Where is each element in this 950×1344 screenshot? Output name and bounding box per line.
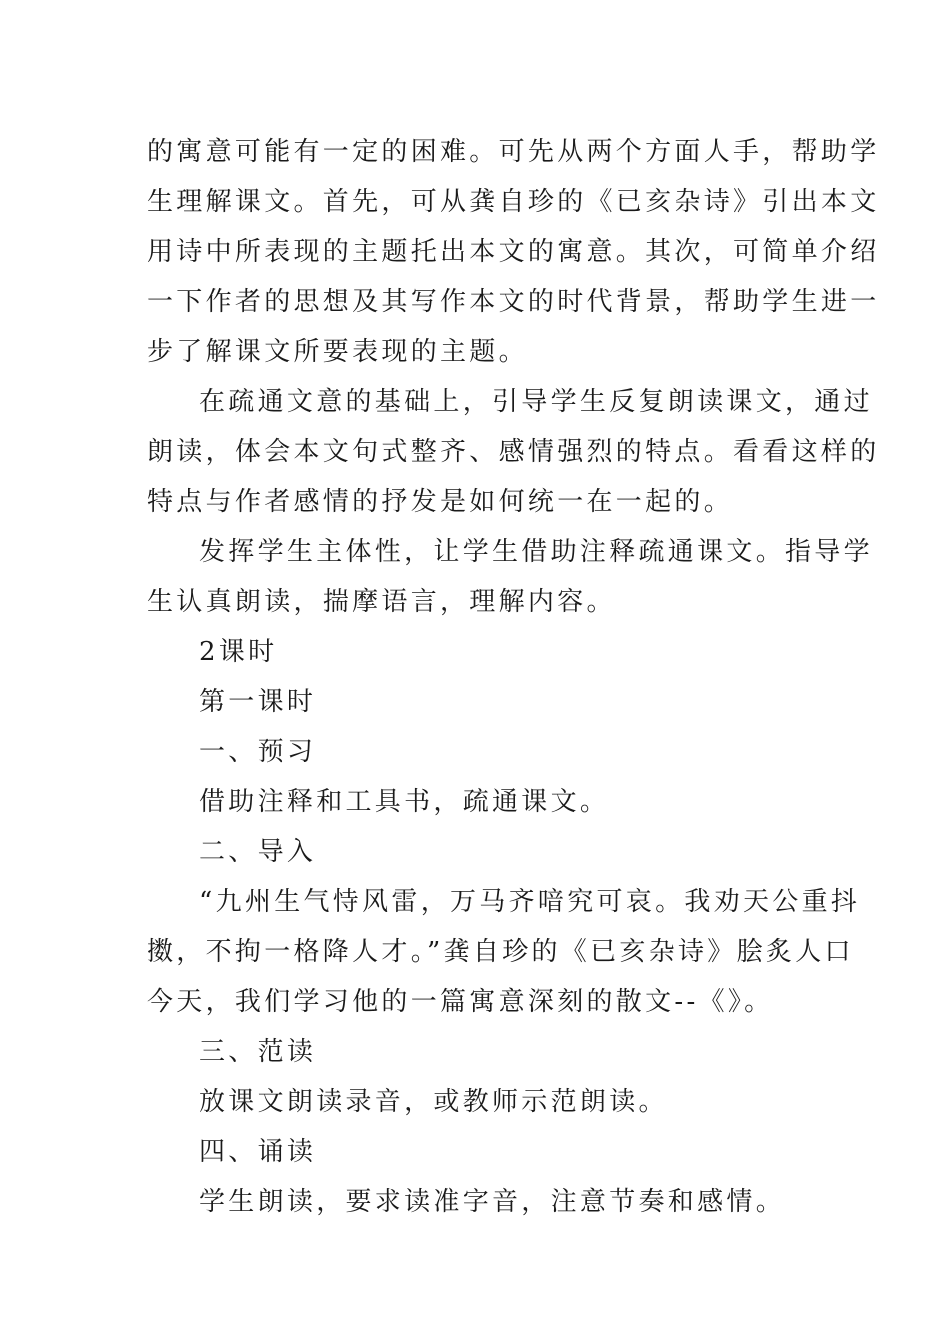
document-page (147, 127, 880, 1227)
text-line: 今天，我们学习他的一篇寓意深刻的散文--《》。 (147, 987, 774, 1017)
paragraph-intro (147, 127, 880, 377)
step-heading: 一、预习 (199, 737, 317, 767)
step-text: 学生朗读，要求读准字音，注意节奏和感情。 (199, 1187, 786, 1217)
text-line: 生理解课文。首先，可从龚自珍的《已亥杂诗》引出本文 (147, 187, 880, 217)
text-line: “九州生气恃风雷，万马齐喑究可哀。我劝天公重抖 (199, 887, 861, 917)
section-heading: 第一课时 (199, 687, 317, 717)
step-heading: 四、诵读 (199, 1137, 317, 1167)
step-text: 借助注释和工具书，疏通课文。 (199, 787, 610, 817)
step-text: 放课文朗读录音，或教师示范朗读。 (199, 1087, 668, 1117)
text-line: 的寓意可能有一定的困难。可先从两个方面人手，帮助学 (147, 137, 880, 167)
step-heading: 二、导入 (199, 837, 317, 867)
text-line: 步了解课文所要表现的主题。 (147, 337, 528, 367)
text-line: 生认真朗读，揣摩语言，理解内容。 (147, 587, 616, 617)
paragraph-reading-guidance (147, 377, 880, 527)
paragraph-student-initiative (147, 527, 873, 627)
text-line: 发挥学生主体性，让学生借助注释疏通课文。指导学 (199, 537, 873, 567)
class-hours: 2课时 (199, 637, 278, 667)
text-line: 擞，不拘一格降人才。”龚自珍的《已亥杂诗》脍炙人口 (147, 937, 854, 967)
text-line: 特点与作者感情的抒发是如何统一在一起的。 (147, 487, 734, 517)
text-line: 一下作者的思想及其写作本文的时代背景，帮助学生进一 (147, 287, 880, 317)
paragraph-introduction-poem (147, 877, 861, 1027)
step-heading: 三、范读 (199, 1037, 317, 1067)
text-line: 用诗中所表现的主题托出本文的寓意。其次，可简单介绍 (147, 237, 880, 267)
text-line: 在疏通文意的基础上，引导学生反复朗读课文，通过 (199, 387, 873, 417)
text-line: 朗读，体会本文句式整齐、感情强烈的特点。看看这样的 (147, 437, 880, 467)
